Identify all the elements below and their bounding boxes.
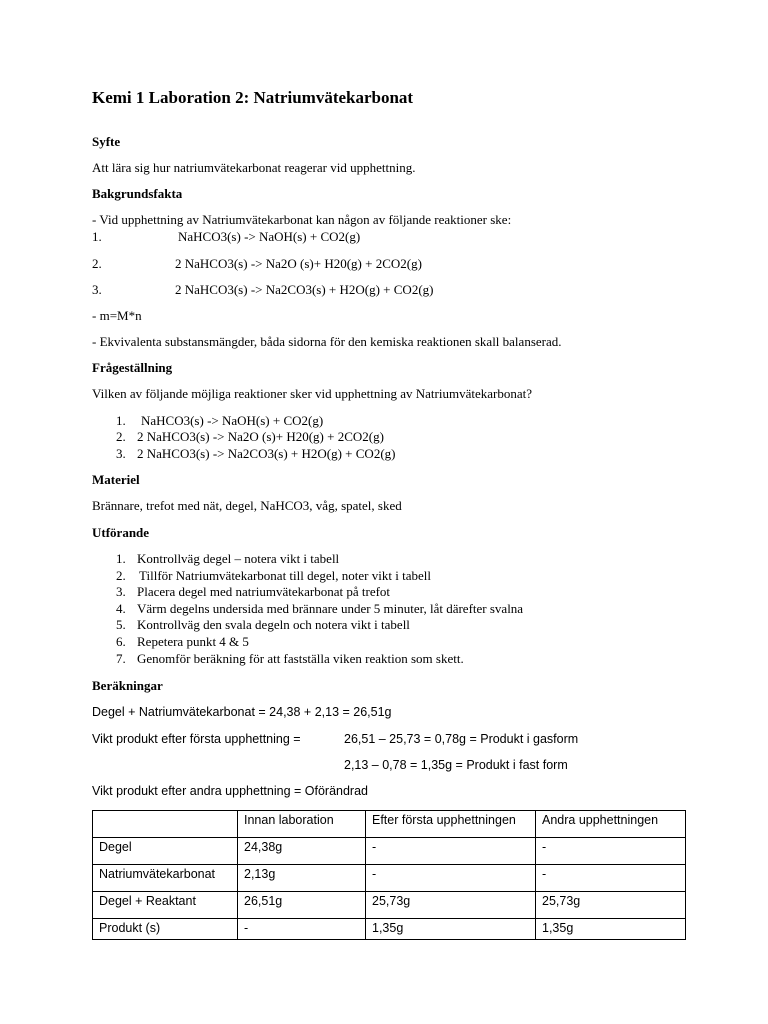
reaction-formula: 2 NaHCO3(s) -> Na2O (s)+ H20(g) + 2CO2(g): [175, 256, 422, 271]
list-item: Repetera punkt 4 & 5: [137, 634, 249, 649]
table-row: [93, 865, 686, 892]
list-number: 1.: [116, 551, 126, 566]
table-header-cell: Efter första upphettningen: [366, 811, 536, 838]
table-cell: -: [536, 865, 686, 892]
table-header-cell: Innan laboration: [238, 811, 366, 838]
list-item: Kontrollväg degel – notera vikt i tabell: [137, 551, 340, 566]
list-number: 4.: [116, 601, 126, 616]
formula-note: - m=M*n: [92, 308, 142, 323]
table-cell: Degel + Reaktant: [93, 892, 238, 919]
list-item: Värm degelns undersida med brännare under 5 minuter, låt därefter svalna: [137, 601, 524, 616]
heading-materiel: Materiel: [92, 472, 140, 487]
fragestallning-question: Vilken av följande möjliga reaktioner sker vid upphettning av Natriumvätekarbonat?: [92, 386, 532, 401]
reaction-number: 2.: [92, 256, 102, 271]
table-cell: -: [536, 838, 686, 865]
table-header-row: [93, 811, 686, 838]
table-cell: Produkt (s): [93, 919, 238, 940]
list-item: NaHCO3(s) -> NaOH(s) + CO2(g): [141, 413, 324, 428]
calc-result: 2,13 – 0,78 = 1,35g = Produkt i fast form: [344, 758, 568, 772]
list-number: 3.: [116, 446, 126, 461]
list-item: Tillför Natriumvätekarbonat till degel, noter vikt i tabell: [139, 568, 431, 583]
list-number: 2.: [116, 568, 126, 583]
table-cell: 1,35g: [366, 919, 536, 940]
list-item: 2 NaHCO3(s) -> Na2CO3(s) + H2O(g) + CO2(g): [137, 446, 396, 461]
list-number: 2.: [116, 429, 126, 444]
table-cell: -: [366, 865, 536, 892]
heading-syfte: Syfte: [92, 134, 121, 149]
calc-line: Vikt produkt efter andra upphettning = Oförändrad: [92, 784, 368, 798]
table-header-cell: Andra upphettningen: [536, 811, 686, 838]
table-cell: 1,35g: [536, 919, 686, 940]
reaction-formula: NaHCO3(s) -> NaOH(s) + CO2(g): [178, 229, 361, 244]
heading-berakningar: Beräkningar: [92, 678, 163, 693]
list-item: Placera degel med natriumvätekarbonat på trefot: [137, 584, 391, 599]
table-row: [93, 838, 686, 865]
table-header-cell: [93, 811, 238, 838]
list-item: 2 NaHCO3(s) -> Na2O (s)+ H20(g) + 2CO2(g): [137, 429, 384, 444]
heading-fragestallning: Frågeställning: [92, 360, 173, 375]
table-row: [93, 892, 686, 919]
list-number: 1.: [116, 413, 126, 428]
table-cell: 24,38g: [238, 838, 366, 865]
list-number: 7.: [116, 651, 126, 666]
heading-bakgrundsfakta: Bakgrundsfakta: [92, 186, 183, 201]
table-cell: 25,73g: [366, 892, 536, 919]
list-number: 5.: [116, 617, 126, 632]
materiel-text: Brännare, trefot med nät, degel, NaHCO3, våg, spatel, sked: [92, 498, 402, 513]
reaction-number: 3.: [92, 282, 102, 297]
reaction-formula: 2 NaHCO3(s) -> Na2CO3(s) + H2O(g) + CO2(g): [175, 282, 434, 297]
results-table: [92, 810, 686, 940]
heading-utforande: Utförande: [92, 525, 150, 540]
list-number: 3.: [116, 584, 126, 599]
table-row: [93, 919, 686, 940]
list-item: Kontrollväg den svala degeln och notera vikt i tabell: [137, 617, 410, 632]
balance-note: - Ekvivalenta substansmängder, båda sidorna för den kemiska reaktionen skall balanserad.: [92, 334, 562, 349]
page-title: Kemi 1 Laboration 2: Natriumvätekarbonat: [92, 88, 414, 107]
table-cell: Degel: [93, 838, 238, 865]
bakgrund-intro: - Vid upphettning av Natriumvätekarbonat kan någon av följande reaktioner ske:: [92, 212, 512, 227]
table-cell: -: [366, 838, 536, 865]
table-cell: 2,13g: [238, 865, 366, 892]
calc-result: 26,51 – 25,73 = 0,78g = Produkt i gasform: [344, 732, 579, 746]
table-cell: 25,73g: [536, 892, 686, 919]
syfte-text: Att lära sig hur natriumvätekarbonat reagerar vid upphettning.: [92, 160, 416, 175]
table-cell: -: [238, 919, 366, 940]
list-number: 6.: [116, 634, 126, 649]
table-cell: Natriumvätekarbonat: [93, 865, 238, 892]
calc-line: Degel + Natriumvätekarbonat = 24,38 + 2,13 = 26,51g: [92, 705, 392, 719]
table-cell: 26,51g: [238, 892, 366, 919]
reaction-number: 1.: [92, 229, 102, 244]
calc-label: Vikt produkt efter första upphettning =: [92, 732, 301, 746]
list-item: Genomför beräkning för att fastställa viken reaktion som skett.: [137, 651, 464, 666]
